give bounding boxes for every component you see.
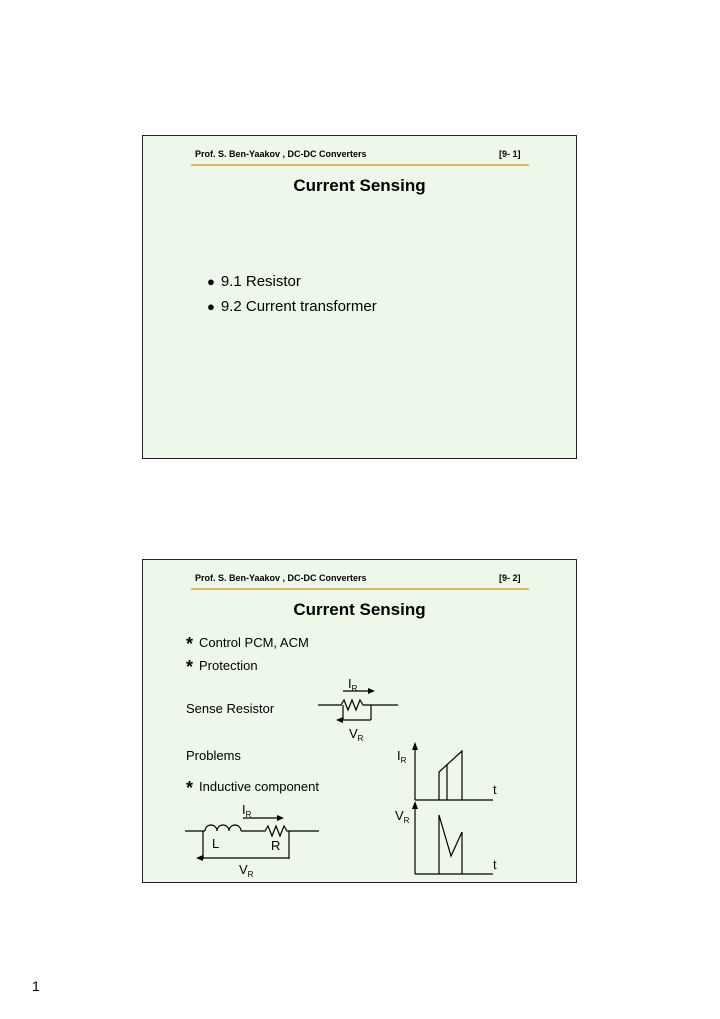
bullet-dot-icon: ● <box>207 299 215 314</box>
list-item: * Control PCM, ACM <box>186 634 309 654</box>
sense-resistor-label: Sense Resistor <box>186 701 275 716</box>
voltage-waveform <box>439 815 462 874</box>
vr-label: $V_R$ <box>349 726 364 743</box>
circuit-diagrams <box>143 560 578 884</box>
problems-label: Problems <box>186 748 241 763</box>
ir-label: $I_R$ <box>242 802 252 819</box>
vr-axis-label: $V_R$ <box>395 808 410 825</box>
slide-header: Prof. S. Ben-Yaakov , DC-DC Converters <box>195 573 367 583</box>
slide-page-ref: [9- 2] <box>499 573 521 583</box>
bullet-item: ● 9.1 Resistor <box>207 273 301 290</box>
inductor-label: L <box>212 836 220 851</box>
header-rule <box>191 164 529 166</box>
time-axis-label: t <box>493 782 497 797</box>
bullet-dot-icon: ● <box>207 274 215 289</box>
current-waveform <box>439 751 462 800</box>
voltage-axes <box>415 807 493 874</box>
asterisk-icon: * <box>186 778 194 798</box>
vr-label: $V_R$ <box>239 862 254 879</box>
current-axes <box>415 748 493 800</box>
resistor-symbol <box>318 700 398 710</box>
ir-label: $I_R$ <box>348 676 358 693</box>
resistor-label: R <box>271 838 281 853</box>
asterisk-icon: * <box>186 634 194 654</box>
slide-page-ref: [9- 1] <box>499 149 521 159</box>
slide-2 <box>142 559 577 883</box>
slide-1 <box>142 135 577 459</box>
slide-title: Current Sensing <box>293 600 426 619</box>
page-number: 1 <box>32 978 40 994</box>
slide-header: Prof. S. Ben-Yaakov , DC-DC Converters <box>195 149 367 159</box>
ir-axis-label: $I_R$ <box>397 748 407 765</box>
asterisk-icon: * <box>186 657 194 677</box>
slide-title: Current Sensing <box>293 176 426 195</box>
resistor-symbol <box>241 826 319 836</box>
inductor-symbol <box>205 825 241 831</box>
list-item: * Inductive component <box>186 778 319 798</box>
list-item: * Protection <box>186 657 258 677</box>
time-axis-label: t <box>493 857 497 872</box>
bullet-item: ● 9.2 Current transformer <box>207 298 377 315</box>
